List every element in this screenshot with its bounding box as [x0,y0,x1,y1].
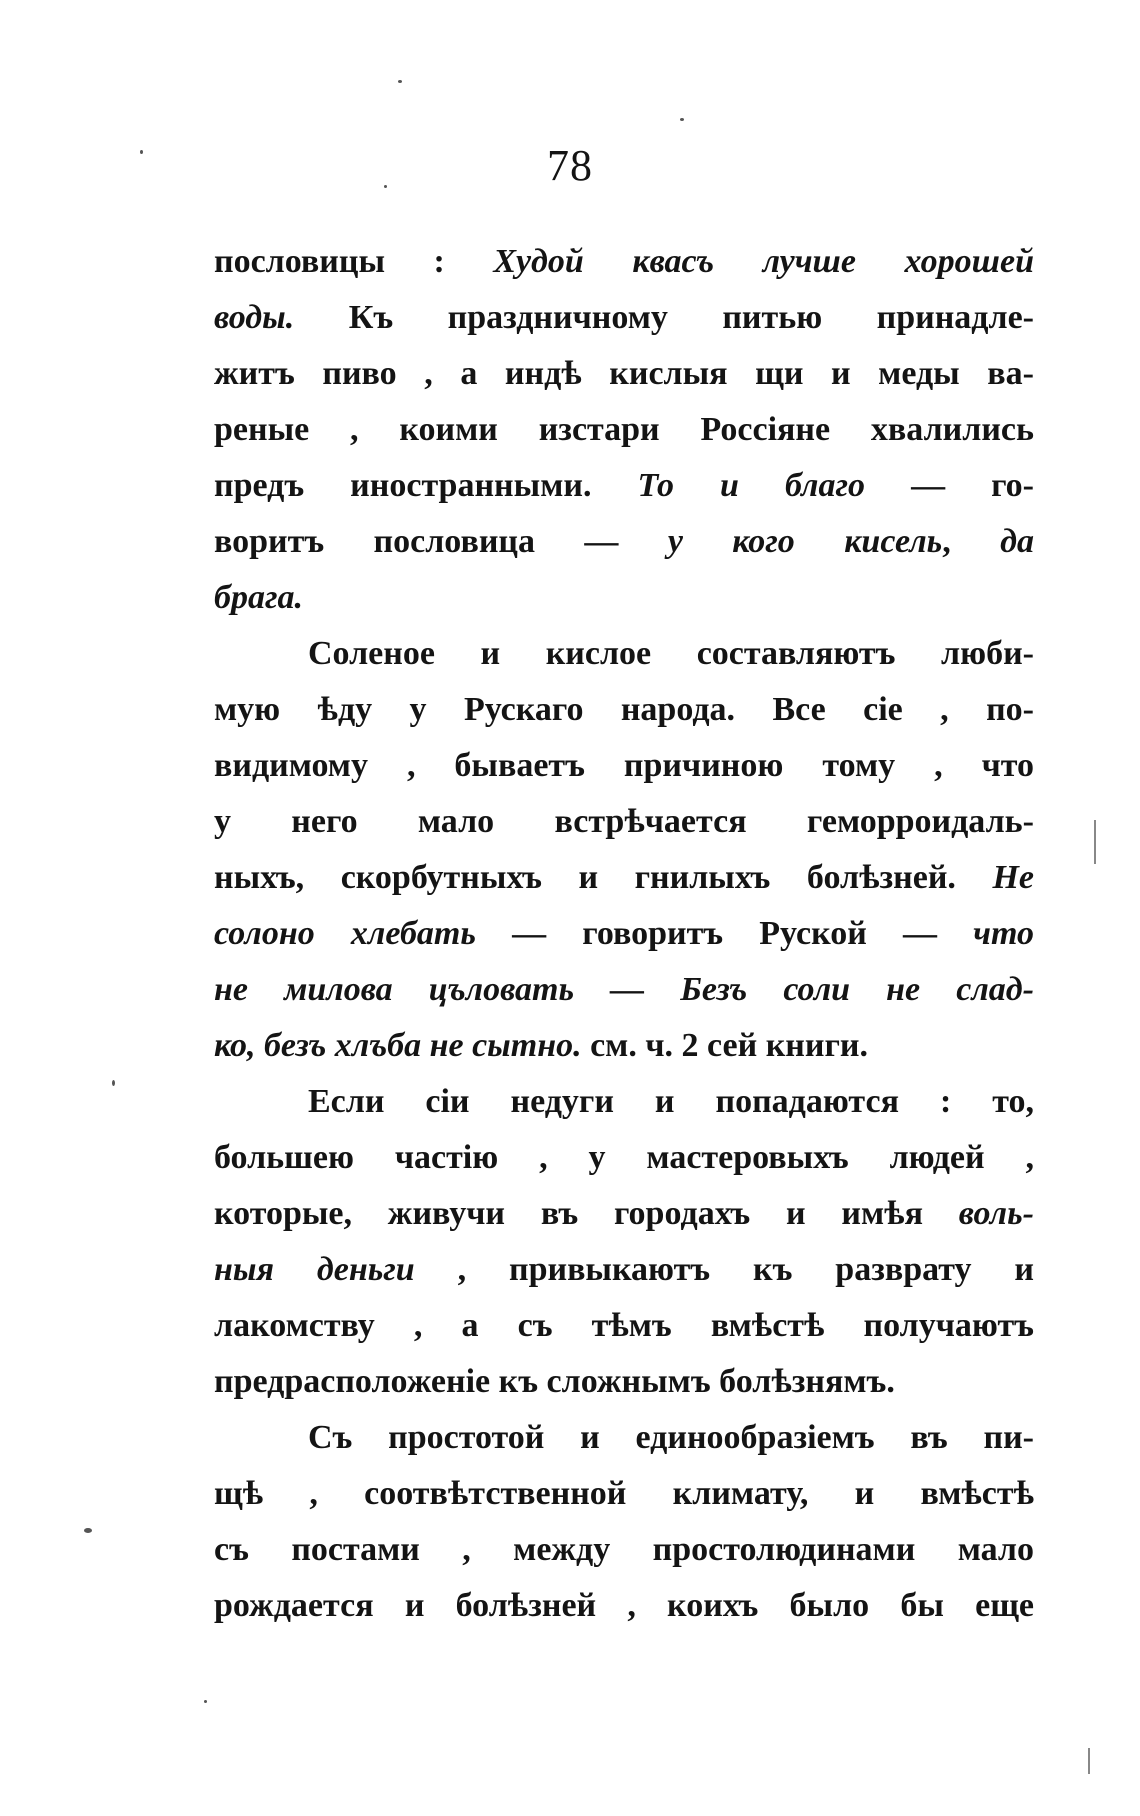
text-segment: съ постами , между простолюдинами мало [214,1531,1034,1568]
text-segment: — говоритъ Руской — [475,915,974,952]
text-line [214,682,1034,738]
text-segment: , привыкаютъ къ разврату и [414,1251,1034,1288]
text-segment: большею частію , у мастеровыхъ людей , [214,1139,1034,1176]
italic-segment: не милова цъловать — Безъ соли не слад- [214,971,1034,1008]
text-segment: которые, живучи въ городахъ и имѣя [214,1195,959,1232]
italic-segment: воды. [214,299,295,336]
italic-segment: Не [992,859,1034,896]
text-segment: предрасположеніе къ сложнымъ болѣзнямъ. [214,1363,895,1400]
text-segment: у него мало встрѣчается геморроидаль- [214,803,1034,840]
text-segment: ныхъ, скорбутныхъ и гнилыхъ болѣзней. [214,859,993,896]
text-line [214,1186,1034,1242]
text-segment: Съ простотой и единообразіемъ въ пи- [308,1419,1034,1456]
text-line [214,290,1034,346]
scan-speck [384,185,387,188]
italic-segment: солоно хлебать [214,915,476,952]
text-line [214,234,1034,290]
italic-segment: ко, безъ хлъба не сытно. [214,1027,582,1064]
scan-speck [398,80,402,83]
scan-speck [112,1080,115,1086]
text-segment: видимому , бываетъ причиною тому , что [214,747,1034,784]
text-segment: щѣ , соотвѣтственной климату, и вмѣстѣ [214,1475,1034,1512]
italic-segment: Худой квасъ лучше хорошей [493,243,1034,280]
text-line [214,794,1034,850]
italic-segment: ныя деньги [214,1251,415,1288]
text-segment: Къ праздничному питью принадле- [294,299,1034,336]
text-line [214,626,1034,682]
italic-segment: что [973,915,1034,952]
text-line [214,346,1034,402]
text-line [214,906,1034,962]
italic-segment: воль- [958,1195,1034,1232]
text-segment: лакомству , а съ тѣмъ вмѣстѣ получаютъ [214,1307,1034,1344]
text-line [214,1578,1034,1634]
text-segment: — го- [865,467,1034,504]
text-segment: см. ч. 2 сей книги. [581,1027,868,1064]
italic-segment: да [1000,523,1034,560]
scan-speck [140,150,143,154]
text-segment: Соленое и кислое составляютъ люби- [308,635,1034,672]
text-line [214,1466,1034,1522]
text-line [214,570,1034,626]
text-line [214,1522,1034,1578]
page-number: 78 [547,141,593,190]
italic-segment: у кого кисель [667,523,943,560]
text-line [214,738,1034,794]
text-segment: воритъ пословица — [214,523,668,560]
scan-speck [680,118,684,121]
italic-segment: То и благо [637,467,866,504]
text-segment: реные , коими изстари Россіяне хвалились [214,411,1034,448]
text-line [214,1298,1034,1354]
text-line [214,850,1034,906]
text-segment: предъ иностранными. [214,467,638,504]
text-segment: житъ пиво , а индѣ кислыя щи и меды ва- [214,355,1034,392]
text-line [214,1354,1034,1410]
text-segment: мую ѣду у Рускаго народа. Все сіе , по- [214,691,1034,728]
text-line [214,458,1034,514]
scan-speck [204,1700,207,1703]
text-line [214,1074,1034,1130]
text-line [214,1018,1034,1074]
text-segment: пословицы : [214,243,494,280]
scan-edge-mark [1094,820,1096,864]
text-segment: рождается и болѣзней , коихъ было бы еще [214,1587,1034,1624]
scan-edge-mark [1088,1748,1090,1774]
text-line [214,514,1034,570]
text-segment: Если сіи недуги и попадаются : то, [308,1083,1034,1120]
text-line [214,1130,1034,1186]
scan-speck [84,1528,92,1533]
text-line [214,962,1034,1018]
text-line [214,1410,1034,1466]
text-line [214,402,1034,458]
text-segment: , [942,523,1001,560]
text-line [214,1242,1034,1298]
body-text [214,234,1034,1634]
italic-segment: брага. [214,579,304,616]
